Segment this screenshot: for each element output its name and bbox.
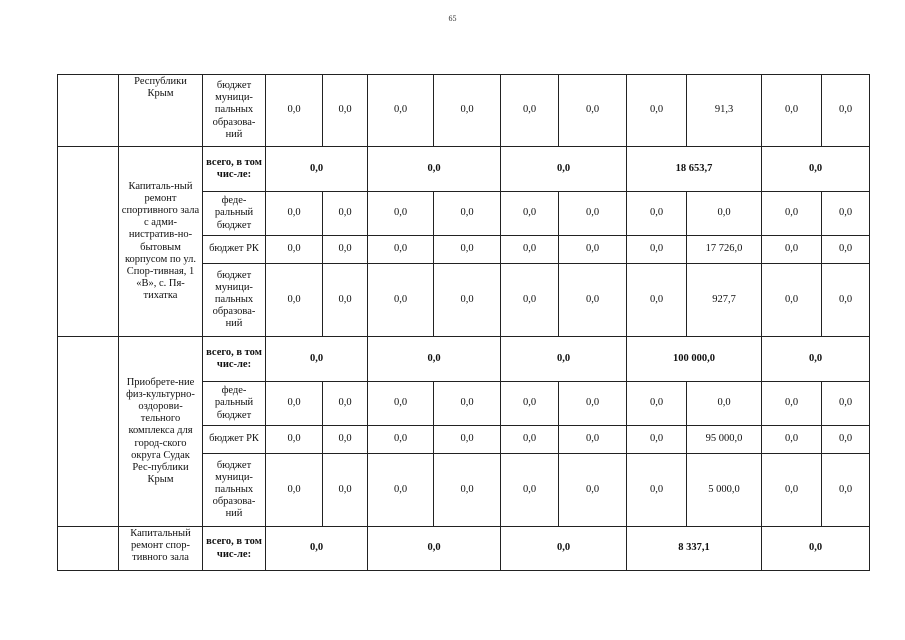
value-cell: 0,0 [323,264,368,337]
funding-source: бюджет муници-пальных образова-ний [203,264,266,337]
total-label: всего, в том чис-ле: [203,527,266,571]
value-cell: 0,0 [822,426,870,454]
total-cell: 0,0 [762,527,870,571]
funding-source: бюджет РК [203,236,266,264]
value-cell: 0,0 [434,236,501,264]
value-cell: 0,0 [434,426,501,454]
value-cell: 95 000,0 [687,426,762,454]
value-cell: 0,0 [762,75,822,147]
value-cell: 5 000,0 [687,454,762,527]
total-cell: 0,0 [501,337,627,382]
value-cell: 0,0 [822,382,870,426]
funding-source: бюджет РК [203,426,266,454]
value-cell: 0,0 [627,382,687,426]
total-cell: 18 653,7 [627,147,762,192]
value-cell: 0,0 [501,192,559,236]
value-cell: 0,0 [323,192,368,236]
value-cell: 0,0 [266,426,323,454]
total-label: всего, в том чис-ле: [203,147,266,192]
funding-source: бюджет муници-пальных образова-ний [203,454,266,527]
value-cell: 0,0 [368,75,434,147]
value-cell: 0,0 [687,192,762,236]
object-name: Капитальный ремонт спор-тивного зала [119,527,203,571]
value-cell: 0,0 [627,75,687,147]
value-cell: 0,0 [266,382,323,426]
value-cell: 0,0 [501,382,559,426]
value-cell: 0,0 [434,264,501,337]
value-cell: 0,0 [434,454,501,527]
blank-cell [58,527,119,571]
table-row-total [58,527,870,571]
value-cell: 0,0 [434,192,501,236]
value-cell: 0,0 [266,75,323,147]
table-row-total [58,147,870,192]
value-cell: 0,0 [368,236,434,264]
value-cell: 0,0 [501,426,559,454]
value-cell: 0,0 [822,75,870,147]
value-cell: 0,0 [323,236,368,264]
total-cell: 8 337,1 [627,527,762,571]
table-row [58,75,870,147]
value-cell: 0,0 [559,264,627,337]
value-cell: 0,0 [627,192,687,236]
value-cell: 0,0 [501,454,559,527]
value-cell: 0,0 [762,192,822,236]
table-row-total [58,337,870,382]
value-cell: 927,7 [687,264,762,337]
total-cell: 0,0 [501,147,627,192]
value-cell: 0,0 [368,426,434,454]
value-cell: 0,0 [559,236,627,264]
funding-source: феде-ральный бюджет [203,192,266,236]
funding-source: бюджет муници-пальных образова-ний [203,75,266,147]
blank-cell [58,147,119,337]
value-cell: 0,0 [762,264,822,337]
blank-cell [58,337,119,527]
budget-table [57,74,870,571]
value-cell: 0,0 [501,75,559,147]
value-cell: 0,0 [627,454,687,527]
value-cell: 0,0 [266,236,323,264]
total-cell: 0,0 [266,337,368,382]
value-cell: 0,0 [822,236,870,264]
value-cell: 0,0 [762,382,822,426]
value-cell: 0,0 [822,192,870,236]
value-cell: 0,0 [434,382,501,426]
value-cell: 0,0 [501,236,559,264]
value-cell: 0,0 [501,264,559,337]
total-cell: 0,0 [368,337,501,382]
value-cell: 0,0 [266,454,323,527]
object-name: Капиталь-ный ремонт спортивного зала с адми-нистратив-но-бытовым корпусом по ул. Спор-тивная, 1 «В», с. Пя-тихатка [119,147,203,337]
value-cell: 0,0 [627,264,687,337]
value-cell: 0,0 [368,382,434,426]
total-label: всего, в том чис-ле: [203,337,266,382]
object-name: Республики Крым [119,75,203,147]
value-cell: 91,3 [687,75,762,147]
total-cell: 0,0 [501,527,627,571]
value-cell: 0,0 [323,454,368,527]
value-cell: 0,0 [559,426,627,454]
value-cell: 0,0 [822,264,870,337]
object-name: Приобрете-ние физ-культурно-оздорови-тельного комплекса для город-ского округа Судак Рес-публики Крым [119,337,203,527]
value-cell: 0,0 [762,426,822,454]
total-cell: 0,0 [266,527,368,571]
total-cell: 0,0 [368,527,501,571]
value-cell: 0,0 [762,236,822,264]
value-cell: 0,0 [559,382,627,426]
value-cell: 0,0 [687,382,762,426]
value-cell: 0,0 [368,192,434,236]
value-cell: 0,0 [323,75,368,147]
value-cell: 0,0 [822,454,870,527]
value-cell: 0,0 [627,236,687,264]
value-cell: 0,0 [627,426,687,454]
total-cell: 0,0 [266,147,368,192]
total-cell: 0,0 [368,147,501,192]
value-cell: 0,0 [559,75,627,147]
value-cell: 0,0 [266,264,323,337]
value-cell: 0,0 [368,264,434,337]
value-cell: 17 726,0 [687,236,762,264]
value-cell: 0,0 [323,382,368,426]
page-number: 65 [448,14,457,23]
blank-cell [58,75,119,147]
total-cell: 100 000,0 [627,337,762,382]
value-cell: 0,0 [368,454,434,527]
value-cell: 0,0 [559,454,627,527]
value-cell: 0,0 [266,192,323,236]
value-cell: 0,0 [434,75,501,147]
value-cell: 0,0 [323,426,368,454]
funding-source: феде-ральный бюджет [203,382,266,426]
total-cell: 0,0 [762,337,870,382]
total-cell: 0,0 [762,147,870,192]
value-cell: 0,0 [762,454,822,527]
value-cell: 0,0 [559,192,627,236]
